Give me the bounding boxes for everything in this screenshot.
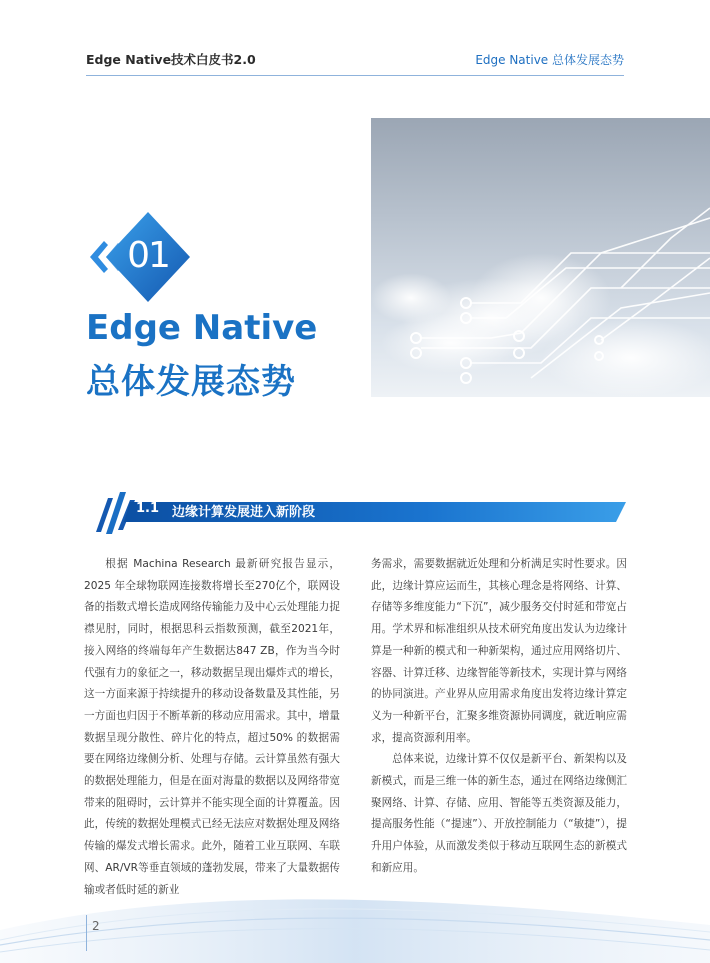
body-paragraph-continued: 务需求，需要数据就近处理和分析满足实时性要求。因此，边缘计算应运而生，其核心理念是将网络、计算、存储等多维度能力“下沉”，减少服务交付时延和带宽占用。学术界和标准组织从技术研究角度出发认为边缘计算是一种新的模式和一种新架构，通过应用网络切片、容器、计算迁移、边缘智能等新技术，实现计算与网络的协同演进。产业界从应用需求角度出发将边缘计算定义为一种新平台，汇聚多维资源协同调度，就近响应需求，提高资源利用率。 — [371, 558, 627, 744]
chapter-number: 01 — [127, 235, 169, 276]
body-column-right — [371, 554, 627, 880]
document-title: Edge Native技术白皮书2.0 — [86, 52, 256, 67]
body-paragraph: 根据 Machina Research 最新研究报告显示，2025 年全球物联网连接数将增长至270亿个，联网设备的指数式增长造成网络传输能力及中心云处理能力捉襟见肘，同时，根据思科云指数预测，截至2021年，接入网络的终端每年产生数据达847 ZB，作为当今时代强有力的象征之一，移动数据呈现出爆炸式的增长，这一方面来源于持续提升的移动设备数量及其性能，另一方面也归因于不断革新的移动应用需求。其中，增量数据呈现分散性、碎片化的特点，超过50% 的数据需要在网络边缘侧分析、处理与存储。云计算虽然有强大的数据处理能力，但是在面对海量的数据以及网络带宽带来的阻碍时，云计算并不能实现全面的计算覆盖。因此，传统的数据处理模式已经无法应对数据处理及网络传输的爆发式增长需求。此外，随着工业互联网、车联网、AR/VR等垂直领域的蓬勃发展，带来了大量数据传输或者低时延的新业 — [84, 558, 340, 896]
page-number: 2 — [92, 919, 100, 933]
chapter-title-line-2: 总体发展态势 — [86, 362, 296, 402]
header-divider — [86, 75, 624, 76]
chapter-title-line-1: Edge Native — [86, 308, 318, 348]
chapter-running-title: Edge Native 总体发展态势 — [475, 53, 624, 67]
section-number: 1.1 — [136, 501, 160, 516]
section-banner — [86, 488, 626, 536]
footer-divider — [86, 915, 87, 951]
body-paragraph: 总体来说，边缘计算不仅仅是新平台、新架构以及新模式，而是三维一体的新生态，通过在网络边缘侧汇聚网络、计算、存储、应用、智能等五类资源及能力，提高服务性能（“提速”）、开放控制能力（“敏捷”），提升用户体验，从而激发类似于移动互联网生态的新模式和新应用。 — [371, 753, 627, 874]
hero-cloud-circuit-image — [371, 118, 710, 397]
body-column-left — [84, 554, 340, 901]
footer-wave-decoration — [0, 870, 710, 963]
section-title: 边缘计算发展进入新阶段 — [172, 505, 316, 520]
